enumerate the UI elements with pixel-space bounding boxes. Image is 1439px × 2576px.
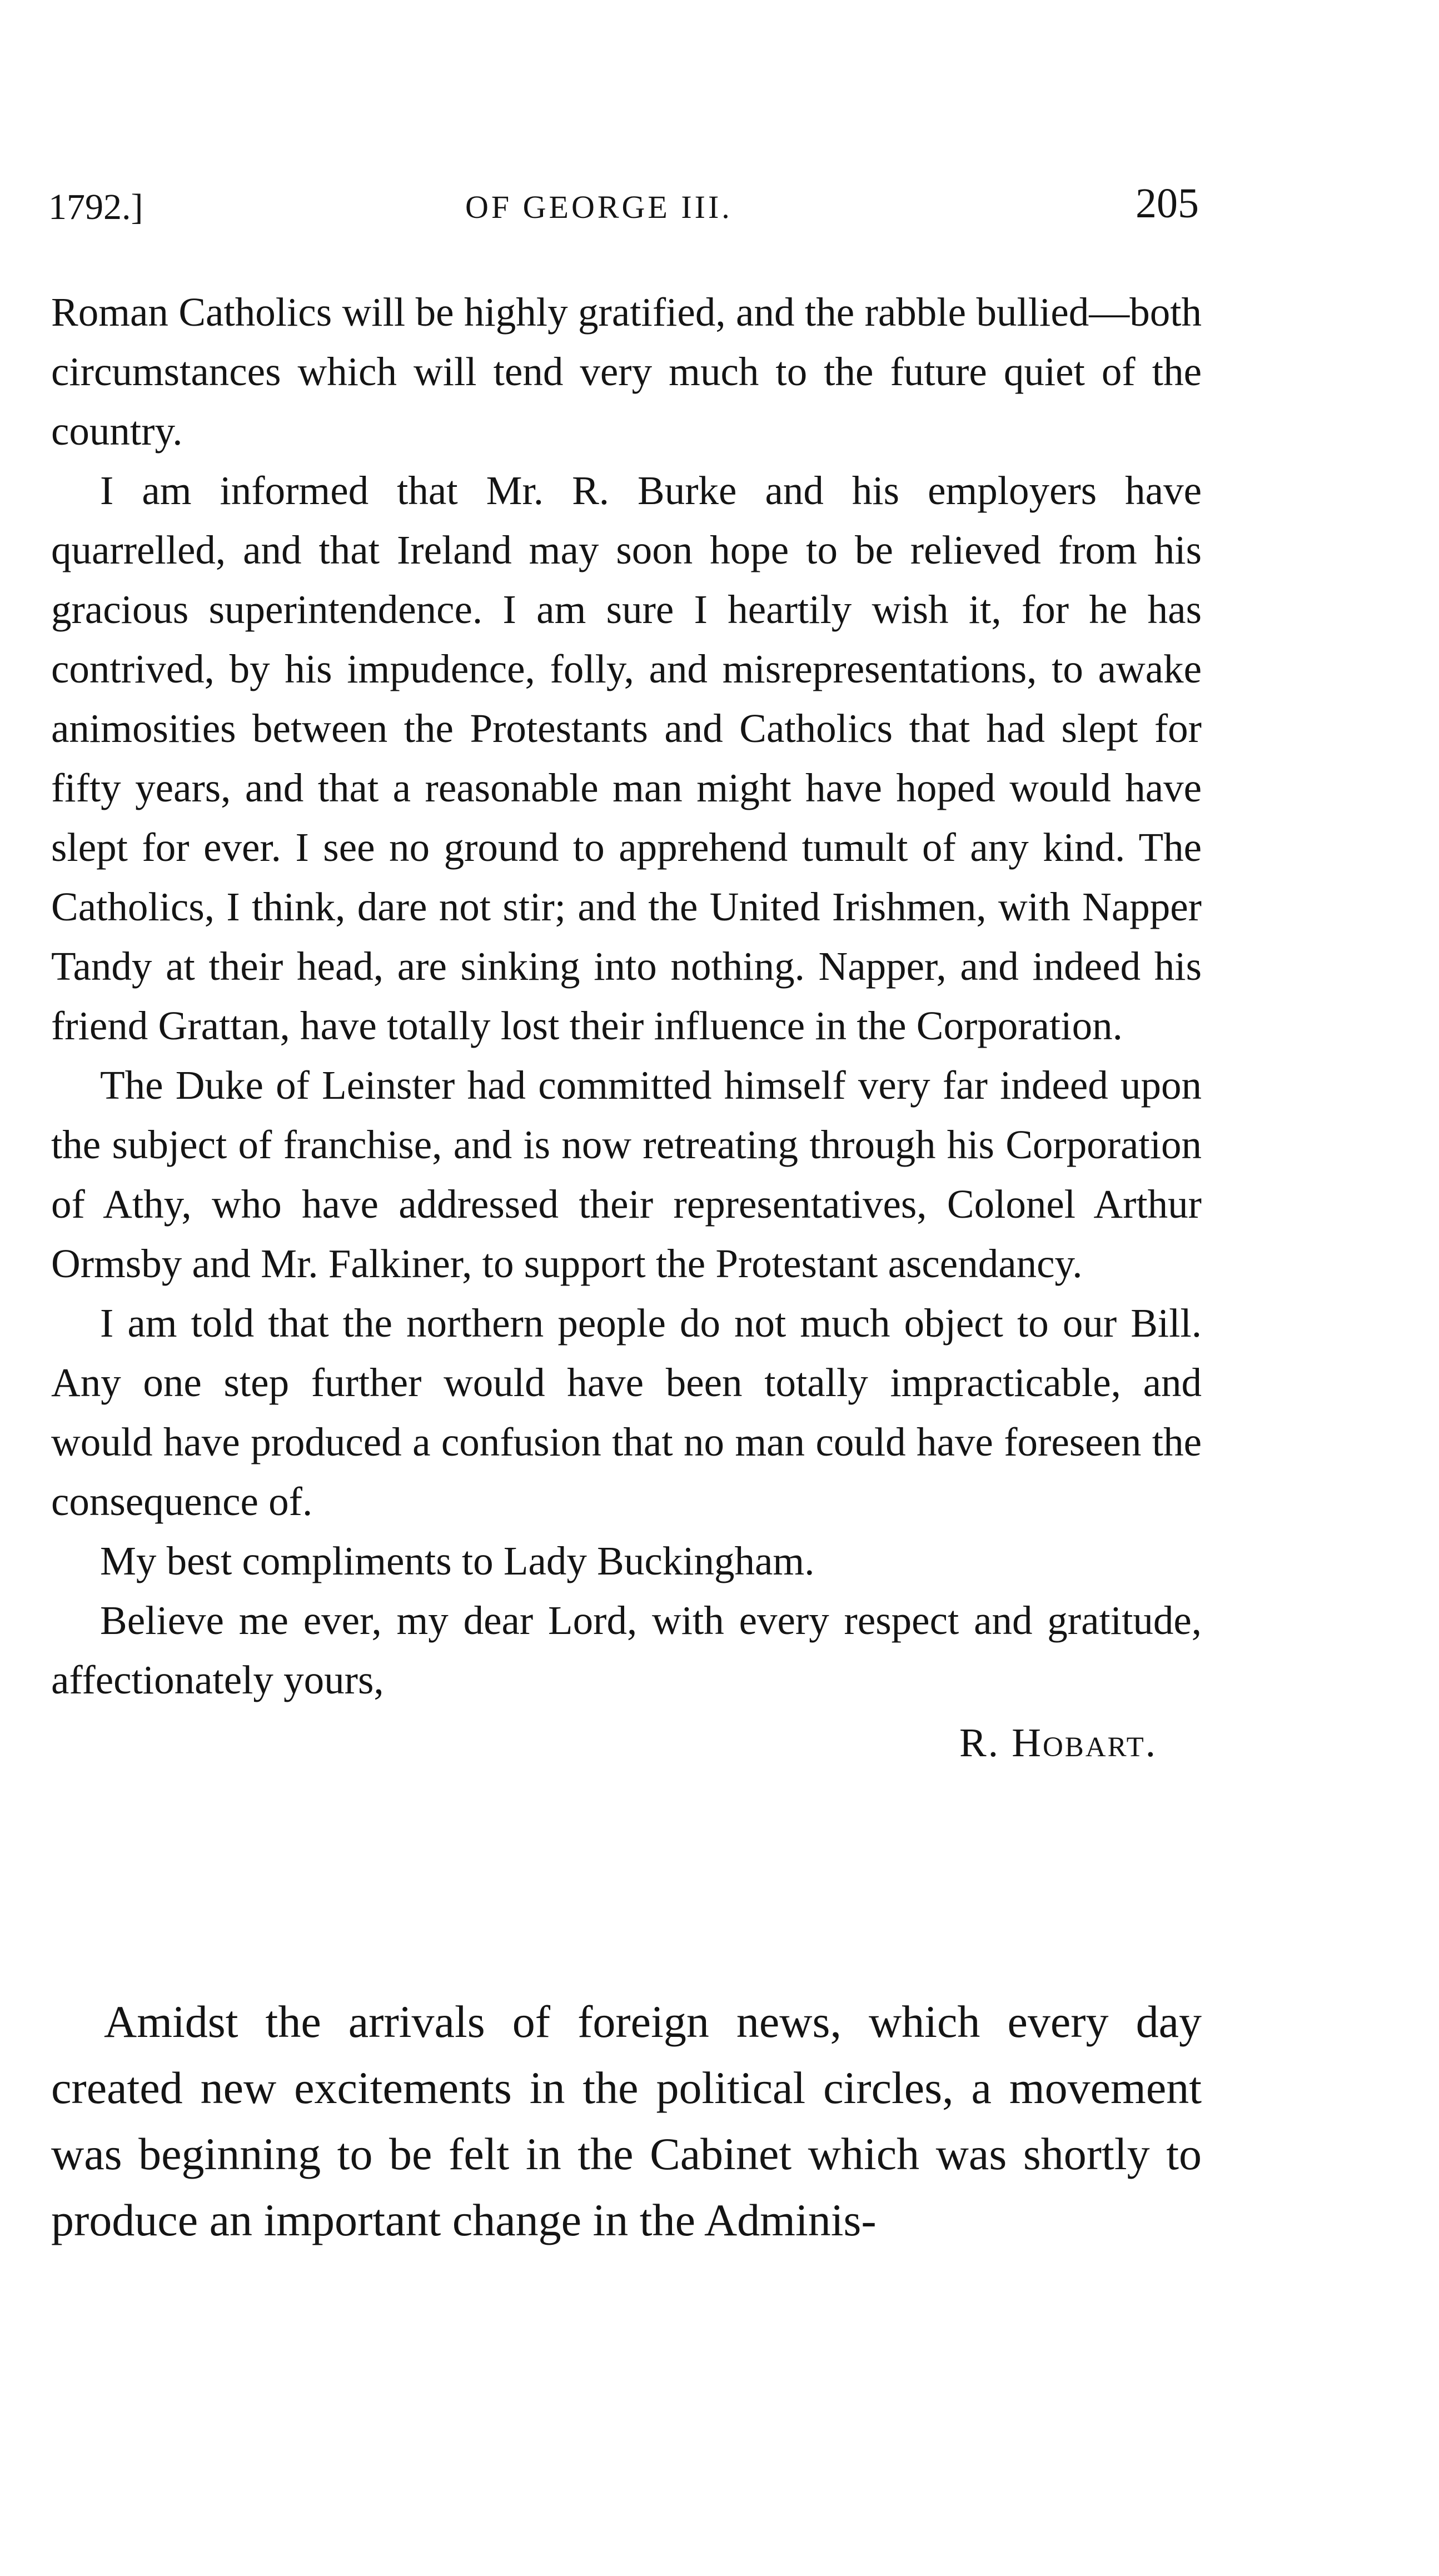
header-year: 1792.] — [48, 187, 143, 227]
narrative-paragraph: Amidst the arrivals of foreign news, which every day created new excitements in the political circles, a movement was beginning to be felt in the Cabinet which was shortly to produce an important change in the Adminis- — [51, 1996, 1202, 2245]
running-header — [48, 180, 1199, 242]
header-running-title: OF GEORGE III. — [465, 189, 733, 225]
letter-closing: Believe me ever, my dear Lord, with every respect and gratitude, affectionately yours, — [51, 1598, 1202, 1702]
letter-paragraph: I am told that the northern people do not much object to our Bill. Any one step further would have been totally impracticable, and would have produced a confusion that no man could have foreseen the consequence of. — [51, 1301, 1202, 1524]
page-number: 205 — [1136, 180, 1199, 227]
letter-signature: R. Hobart. — [959, 1720, 1157, 1765]
letter-text — [51, 282, 1202, 1772]
letter-paragraph: The Duke of Leinster had committed himself very far indeed upon the subject of franchise, and is now retreating through his Corporation of Athy, who have addressed their representatives, Colonel Arthur Ormsby and Mr. Falkiner, to support the Protestant ascendancy. — [51, 1063, 1202, 1286]
letter-paragraph: Roman Catholics will be highly gratified, and the rabble bullied—both circumstances which will tend very much to the future quiet of the country. — [51, 290, 1202, 454]
letter-paragraph: My best compliments to Lady Buckingham. — [100, 1538, 815, 1583]
letter-paragraph: I am informed that Mr. R. Burke and his employers have quarrelled, and that Ireland may soon hope to be relieved from his gracious superintendence. I am sure I heartily wish it, for he has contrived, by his impudence, folly, and misrepresentations, to awake animosities between the Protestants and Catholics that had slept for fifty years, and that a reasonable man might have hoped would have slept for ever. I see no ground to apprehend tumult of any kind. The Catholics, I think, dare not stir; and the United Irishmen, with Napper Tandy at their head, are sinking into nothing. Napper, and indeed his friend Grattan, have totally lost their influence in the Corporation. — [51, 468, 1202, 1048]
